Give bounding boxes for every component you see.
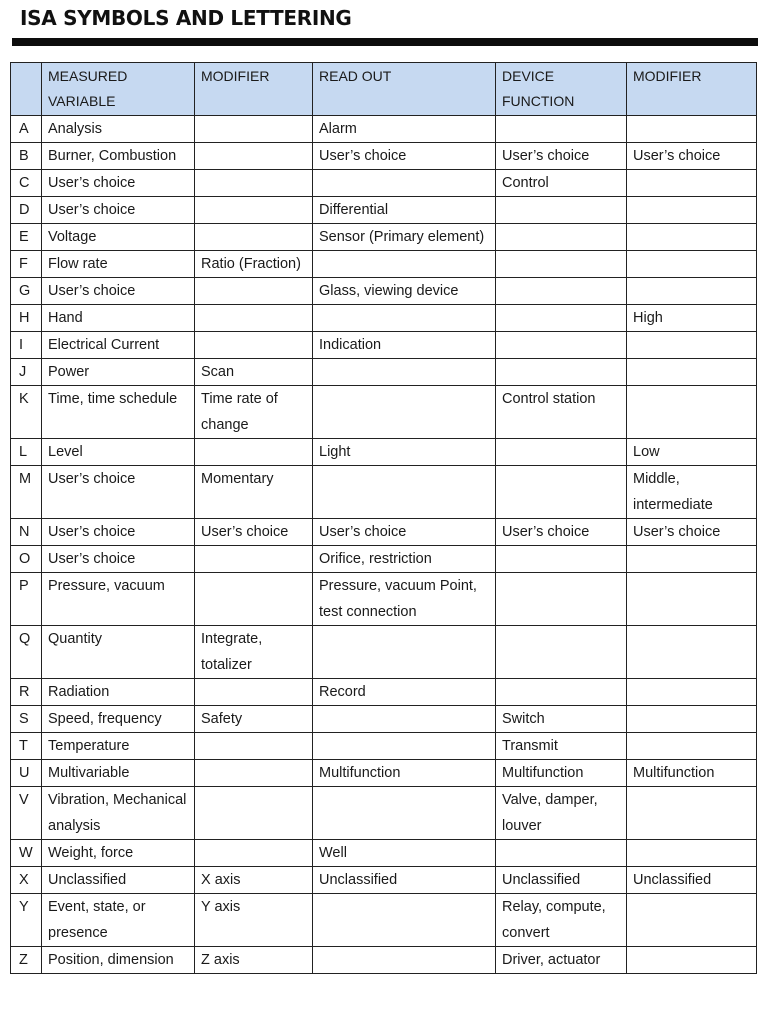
cell-read-out <box>313 251 496 278</box>
header-read-out: READ OUT <box>313 63 496 116</box>
cell-modifier-2 <box>627 894 757 947</box>
cell-modifier <box>195 305 313 332</box>
cell-measured-variable: Radiation <box>42 679 195 706</box>
cell-measured-variable: User’s choice <box>42 546 195 573</box>
cell-modifier: Momentary <box>195 466 313 519</box>
cell-measured-variable: Unclassified <box>42 867 195 894</box>
cell-modifier <box>195 787 313 840</box>
cell-measured-variable: User’s choice <box>42 278 195 305</box>
cell-modifier-2 <box>627 278 757 305</box>
cell-read-out: Multifunction <box>313 760 496 787</box>
table-row <box>11 840 757 867</box>
cell-device-function <box>496 251 627 278</box>
cell-letter: M <box>11 466 42 519</box>
cell-read-out: Pressure, vacuum Point, test connection <box>313 573 496 626</box>
table-row <box>11 947 757 974</box>
cell-modifier <box>195 546 313 573</box>
cell-measured-variable: Burner, Combustion <box>42 143 195 170</box>
table-row <box>11 305 757 332</box>
cell-read-out <box>313 787 496 840</box>
cell-read-out <box>313 170 496 197</box>
cell-measured-variable: User’s choice <box>42 170 195 197</box>
cell-read-out: Differential <box>313 197 496 224</box>
cell-device-function <box>496 679 627 706</box>
cell-modifier <box>195 116 313 143</box>
cell-modifier-2 <box>627 626 757 679</box>
table-row <box>11 626 757 679</box>
cell-read-out: Indication <box>313 332 496 359</box>
cell-modifier: Scan <box>195 359 313 386</box>
isa-lettering-table <box>10 62 757 974</box>
cell-modifier: Time rate of change <box>195 386 313 439</box>
cell-modifier-2 <box>627 332 757 359</box>
cell-modifier-2: Unclassified <box>627 867 757 894</box>
cell-read-out: Light <box>313 439 496 466</box>
cell-device-function <box>496 626 627 679</box>
table-row <box>11 143 757 170</box>
cell-letter: N <box>11 519 42 546</box>
cell-measured-variable: Analysis <box>42 116 195 143</box>
cell-measured-variable: Power <box>42 359 195 386</box>
cell-letter: U <box>11 760 42 787</box>
table-row <box>11 679 757 706</box>
table-row <box>11 787 757 840</box>
cell-letter: H <box>11 305 42 332</box>
table-row <box>11 197 757 224</box>
cell-modifier <box>195 733 313 760</box>
cell-measured-variable: Voltage <box>42 224 195 251</box>
cell-measured-variable: Flow rate <box>42 251 195 278</box>
cell-device-function: Switch <box>496 706 627 733</box>
cell-read-out <box>313 466 496 519</box>
cell-device-function: Driver, actuator <box>496 947 627 974</box>
cell-measured-variable: User’s choice <box>42 197 195 224</box>
cell-letter: D <box>11 197 42 224</box>
cell-modifier-2 <box>627 197 757 224</box>
table-row <box>11 332 757 359</box>
cell-device-function: User’s choice <box>496 143 627 170</box>
cell-modifier: Z axis <box>195 947 313 974</box>
cell-modifier-2 <box>627 573 757 626</box>
cell-letter: X <box>11 867 42 894</box>
cell-device-function: Unclassified <box>496 867 627 894</box>
cell-modifier-2 <box>627 733 757 760</box>
cell-read-out: Unclassified <box>313 867 496 894</box>
cell-modifier-2 <box>627 679 757 706</box>
cell-read-out: User’s choice <box>313 519 496 546</box>
cell-read-out <box>313 386 496 439</box>
cell-measured-variable: Pressure, vacuum <box>42 573 195 626</box>
cell-modifier-2 <box>627 386 757 439</box>
table-row <box>11 116 757 143</box>
cell-modifier-2 <box>627 947 757 974</box>
cell-measured-variable: Hand <box>42 305 195 332</box>
cell-modifier-2: Multifunction <box>627 760 757 787</box>
table-row <box>11 359 757 386</box>
cell-measured-variable: Vibration, Mechanical analysis <box>42 787 195 840</box>
cell-device-function <box>496 439 627 466</box>
cell-letter: Y <box>11 894 42 947</box>
header-letter <box>11 63 42 116</box>
table-row <box>11 224 757 251</box>
cell-modifier <box>195 224 313 251</box>
cell-modifier-2: User’s choice <box>627 143 757 170</box>
cell-letter: O <box>11 546 42 573</box>
cell-measured-variable: Electrical Current <box>42 332 195 359</box>
cell-modifier-2 <box>627 787 757 840</box>
cell-device-function <box>496 116 627 143</box>
cell-read-out <box>313 626 496 679</box>
cell-modifier <box>195 197 313 224</box>
cell-modifier-2 <box>627 224 757 251</box>
cell-letter: F <box>11 251 42 278</box>
header-modifier-2: MODIFIER <box>627 63 757 116</box>
cell-read-out <box>313 359 496 386</box>
cell-device-function <box>496 466 627 519</box>
cell-measured-variable: Temperature <box>42 733 195 760</box>
cell-modifier <box>195 439 313 466</box>
cell-modifier: Ratio (Fraction) <box>195 251 313 278</box>
cell-letter: R <box>11 679 42 706</box>
cell-letter: G <box>11 278 42 305</box>
cell-device-function: Multifunction <box>496 760 627 787</box>
table-row <box>11 278 757 305</box>
cell-letter: J <box>11 359 42 386</box>
cell-letter: K <box>11 386 42 439</box>
cell-measured-variable: Speed, frequency <box>42 706 195 733</box>
cell-device-function <box>496 305 627 332</box>
cell-modifier <box>195 573 313 626</box>
table-row <box>11 546 757 573</box>
cell-modifier: User’s choice <box>195 519 313 546</box>
cell-device-function <box>496 278 627 305</box>
cell-letter: Z <box>11 947 42 974</box>
cell-measured-variable: Level <box>42 439 195 466</box>
cell-device-function: Control station <box>496 386 627 439</box>
header-measured-variable: MEASURED VARIABLE <box>42 63 195 116</box>
cell-letter: T <box>11 733 42 760</box>
cell-read-out: Record <box>313 679 496 706</box>
cell-modifier-2: Middle, intermediate <box>627 466 757 519</box>
cell-device-function <box>496 359 627 386</box>
cell-modifier-2 <box>627 840 757 867</box>
table-header-row <box>11 63 757 116</box>
cell-read-out <box>313 947 496 974</box>
cell-measured-variable: Event, state, or presence <box>42 894 195 947</box>
cell-measured-variable: Position, dimension <box>42 947 195 974</box>
cell-letter: C <box>11 170 42 197</box>
cell-modifier <box>195 840 313 867</box>
cell-modifier-2 <box>627 359 757 386</box>
cell-device-function <box>496 546 627 573</box>
cell-device-function: Relay, compute, convert <box>496 894 627 947</box>
cell-modifier <box>195 170 313 197</box>
cell-device-function: Control <box>496 170 627 197</box>
table-row <box>11 867 757 894</box>
cell-modifier: Y axis <box>195 894 313 947</box>
cell-letter: L <box>11 439 42 466</box>
cell-read-out <box>313 706 496 733</box>
cell-modifier: Safety <box>195 706 313 733</box>
cell-modifier-2: Low <box>627 439 757 466</box>
cell-measured-variable: Multivariable <box>42 760 195 787</box>
table-body <box>11 116 757 974</box>
cell-read-out <box>313 305 496 332</box>
cell-measured-variable: Time, time schedule <box>42 386 195 439</box>
cell-modifier-2: High <box>627 305 757 332</box>
cell-letter: P <box>11 573 42 626</box>
cell-device-function <box>496 224 627 251</box>
table-row <box>11 386 757 439</box>
cell-modifier-2 <box>627 546 757 573</box>
title-underline <box>12 38 758 46</box>
cell-letter: E <box>11 224 42 251</box>
table-row <box>11 706 757 733</box>
table-row <box>11 466 757 519</box>
cell-modifier-2 <box>627 170 757 197</box>
cell-measured-variable: User’s choice <box>42 466 195 519</box>
cell-modifier-2 <box>627 706 757 733</box>
header-device-function: DEVICE FUNCTION <box>496 63 627 116</box>
cell-modifier <box>195 278 313 305</box>
cell-letter: W <box>11 840 42 867</box>
cell-read-out: Glass, viewing device <box>313 278 496 305</box>
cell-device-function <box>496 197 627 224</box>
cell-device-function <box>496 840 627 867</box>
cell-read-out <box>313 894 496 947</box>
cell-letter: Q <box>11 626 42 679</box>
cell-letter: B <box>11 143 42 170</box>
cell-device-function: Transmit <box>496 733 627 760</box>
cell-device-function <box>496 573 627 626</box>
cell-measured-variable: Weight, force <box>42 840 195 867</box>
table-row <box>11 251 757 278</box>
cell-device-function: User’s choice <box>496 519 627 546</box>
page-title: ISA SYMBOLS AND LETTERING <box>20 6 352 30</box>
cell-modifier <box>195 760 313 787</box>
table-row <box>11 760 757 787</box>
table-row <box>11 439 757 466</box>
cell-modifier <box>195 143 313 170</box>
cell-read-out: User’s choice <box>313 143 496 170</box>
cell-modifier: Integrate, totalizer <box>195 626 313 679</box>
header-modifier: MODIFIER <box>195 63 313 116</box>
cell-letter: A <box>11 116 42 143</box>
table-row <box>11 733 757 760</box>
cell-modifier <box>195 332 313 359</box>
cell-modifier: X axis <box>195 867 313 894</box>
cell-modifier <box>195 679 313 706</box>
cell-measured-variable: User’s choice <box>42 519 195 546</box>
table-row <box>11 894 757 947</box>
cell-device-function <box>496 332 627 359</box>
cell-read-out: Alarm <box>313 116 496 143</box>
cell-read-out <box>313 733 496 760</box>
cell-read-out: Orifice, restriction <box>313 546 496 573</box>
cell-read-out: Well <box>313 840 496 867</box>
cell-letter: V <box>11 787 42 840</box>
cell-device-function: Valve, damper, louver <box>496 787 627 840</box>
table-row <box>11 519 757 546</box>
cell-letter: I <box>11 332 42 359</box>
cell-modifier-2 <box>627 251 757 278</box>
cell-read-out: Sensor (Primary element) <box>313 224 496 251</box>
cell-measured-variable: Quantity <box>42 626 195 679</box>
cell-modifier-2 <box>627 116 757 143</box>
table-row <box>11 170 757 197</box>
table-row <box>11 573 757 626</box>
cell-modifier-2: User’s choice <box>627 519 757 546</box>
cell-letter: S <box>11 706 42 733</box>
